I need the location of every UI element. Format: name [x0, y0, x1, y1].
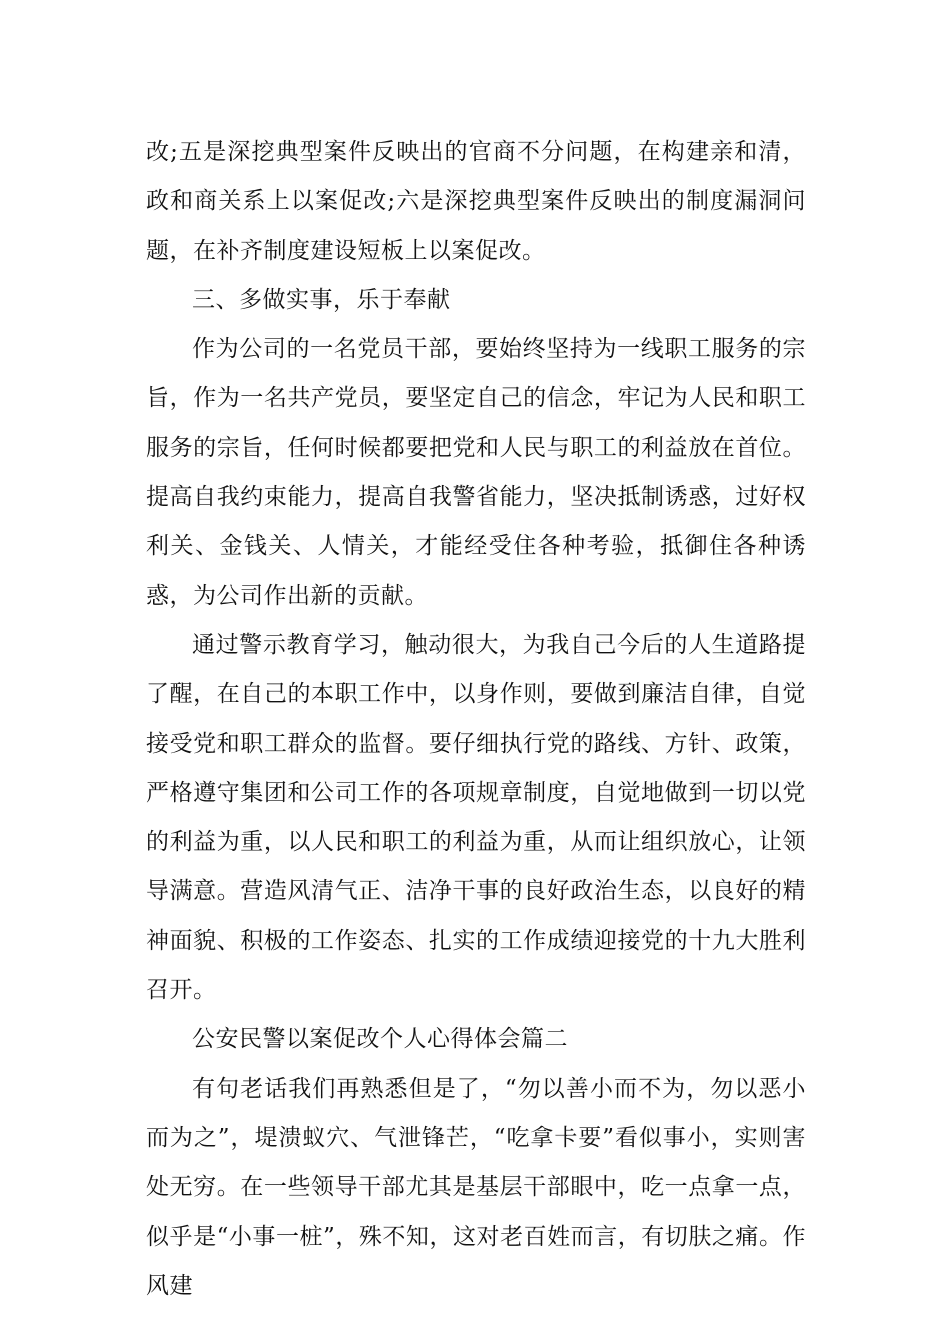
paragraph: 作为公司的一名党员干部，要始终坚持为一线职工服务的宗旨，作为一名共产党员，要坚定自己的信念，牢记为人民和职工服务的宗旨，任何时候都要把党和人民与职工的利益放在首位。提高自我约束能力，提高自我警省能力，坚决抵制诱惑，过好权利关、金钱关、人情关，才能经受住各种考验，抵御住各种诱惑，为公司作出新的贡献。 [146, 336, 806, 609]
section-heading: 三、多做实事，乐于奉献 [192, 286, 451, 313]
paragraph-continuation: 改;五是深挖典型案件反映出的官商不分问题，在构建亲和清，政和商关系上以案促改;六是深挖典型案件反映出的制度漏洞问题，在补齐制度建设短板上以案促改。 [146, 139, 806, 264]
paragraph: 有句老话我们再熟悉但是了，“勿以善小而不为，勿以恶小而为之”，堤溃蚁穴、气泄锋芒，“吃拿卡要”看似事小，实则害处无穷。在一些领导干部尤其是基层干部眼中，吃一点拿一点，似乎是“小事一桩”，殊不知，这对老百姓而言，有切肤之痛。作风建 [146, 1075, 806, 1299]
article-title: 公安民警以案促改个人心得体会篇二 [192, 1026, 568, 1053]
paragraph: 通过警示教育学习，触动很大，为我自己今后的人生道路提了醒，在自己的本职工作中，以身作则，要做到廉洁自律，自觉接受党和职工群众的监督。要仔细执行党的路线、方针、政策，严格遵守集团和公司工作的各项规章制度，自觉地做到一切以党的利益为重，以人民和职工的利益为重，从而让组织放心，让领导满意。营造风清气正、洁净干事的良好政治生态，以良好的精神面貌、积极的工作姿态、扎实的工作成绩迎接党的十九大胜利召开。 [146, 631, 806, 1004]
document-body [146, 128, 806, 1311]
